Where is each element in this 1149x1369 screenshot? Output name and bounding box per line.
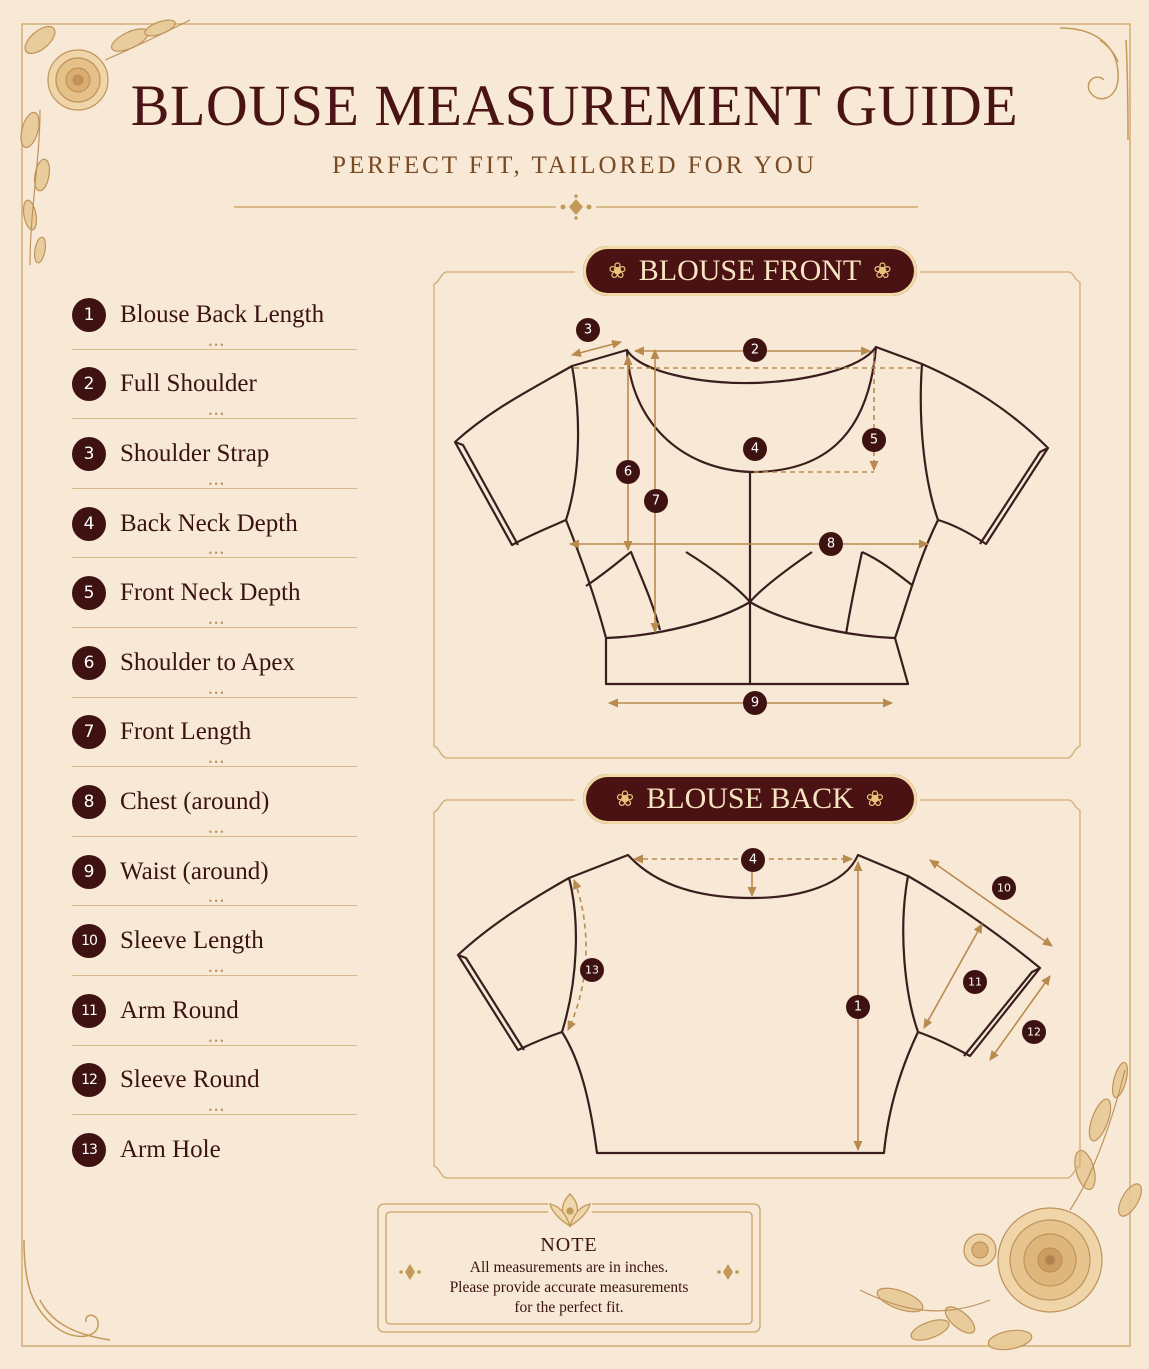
legend-label: Arm Hole: [120, 1135, 221, 1163]
page-subtitle: PERFECT FIT, TAILORED FOR YOU: [332, 152, 817, 179]
legend-number-badge: 1: [72, 298, 106, 332]
legend-label: Front Length: [120, 718, 252, 746]
marker-label: 5: [869, 432, 879, 448]
legend-label: Sleeve Length: [120, 927, 264, 955]
flower-ornament-icon: ❀: [608, 258, 627, 283]
marker-label: 6: [623, 464, 633, 480]
legend-number-badge: 3: [72, 437, 106, 471]
legend-label: Back Neck Depth: [120, 509, 298, 537]
legend-number-badge: 7: [72, 715, 106, 749]
legend-label: Shoulder Strap: [120, 439, 270, 467]
marker-label: 9: [750, 695, 760, 711]
flower-ornament-icon: ❀: [865, 786, 885, 811]
legend-number-badge: 13: [72, 1133, 106, 1167]
front-panel-title-text: BLOUSE FRONT: [638, 254, 862, 287]
marker-label: 2: [750, 342, 760, 358]
legend-number-badge: 5: [72, 576, 106, 610]
marker-label: 1: [853, 999, 863, 1015]
note-line: All measurements are in inches.: [469, 1259, 669, 1276]
back-panel-title-text: BLOUSE BACK: [646, 782, 854, 815]
legend-label: Shoulder to Apex: [120, 648, 295, 676]
marker-label: 4: [750, 441, 760, 457]
legend-number-badge: 8: [72, 785, 106, 819]
flower-ornament-icon: ❀: [615, 786, 635, 811]
note-title: NOTE: [540, 1234, 598, 1256]
marker-label: 12: [1027, 1025, 1041, 1039]
flower-ornament-icon: ❀: [873, 258, 892, 283]
legend-label: Full Shoulder: [120, 370, 257, 398]
legend-number-badge: 12: [72, 1063, 106, 1097]
marker-label: 7: [651, 493, 661, 509]
note-box: [378, 1204, 760, 1332]
legend-label: Blouse Back Length: [120, 300, 325, 328]
legend-number-badge: 2: [72, 367, 106, 401]
legend-number-badge: 4: [72, 507, 106, 541]
legend-label: Arm Round: [120, 996, 239, 1024]
legend-label: Front Neck Depth: [120, 579, 301, 607]
legend-number-badge: 11: [72, 994, 106, 1028]
legend-label: Chest (around): [120, 787, 270, 815]
legend-number-badge: 6: [72, 646, 106, 680]
legend-number-badge: 9: [72, 855, 106, 889]
marker-label: 8: [826, 536, 836, 552]
legend-number-badge: 10: [72, 924, 106, 958]
legend-label: Waist (around): [120, 857, 269, 885]
marker-label: 10: [997, 881, 1011, 895]
marker-label: 11: [968, 975, 982, 989]
marker-label: 4: [748, 852, 758, 868]
marker-label: 13: [585, 963, 599, 977]
legend-label: Sleeve Round: [120, 1066, 260, 1094]
note-line: for the perfect fit.: [514, 1299, 624, 1316]
page-title: BLOUSE MEASUREMENT GUIDE: [130, 73, 1019, 138]
note-line: Please provide accurate measurements: [449, 1279, 689, 1296]
marker-label: 3: [583, 322, 593, 338]
